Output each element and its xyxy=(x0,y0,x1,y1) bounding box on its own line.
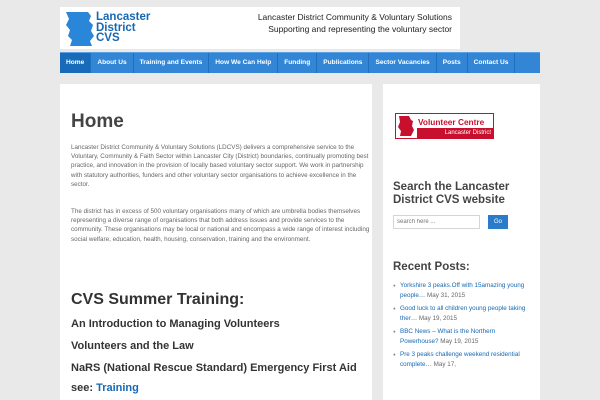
course-managing-volunteers: An Introduction to Managing Volunteers xyxy=(71,318,280,330)
training-link[interactable]: Training xyxy=(96,382,139,394)
search-input[interactable] xyxy=(393,215,480,229)
volunteer-subtitle: Lancaster District xyxy=(417,128,493,138)
logo-line3: CVS xyxy=(96,32,120,44)
logo-line2: District xyxy=(96,21,136,34)
recent-post-item xyxy=(393,327,533,346)
nav-item-contact-us[interactable]: Contact Us xyxy=(468,53,516,73)
logo-line1: Lancaster xyxy=(96,11,151,23)
nav-item-training-events[interactable]: Training and Events xyxy=(134,53,210,73)
page-title: Home xyxy=(71,111,124,132)
recent-post-link[interactable]: Pre 3 peaks challenge weekend residential complete… xyxy=(400,351,520,368)
search-go-button[interactable]: Go xyxy=(488,215,508,229)
recent-post-item xyxy=(393,304,533,323)
main-nav xyxy=(60,52,540,73)
course-volunteers-law: Volunteers and the Law xyxy=(71,340,194,352)
recent-posts-list xyxy=(393,281,533,373)
sidebar xyxy=(383,84,540,400)
intro-paragraph: Lancaster District Community & Voluntary Solutions (LDCVS) delivers a comprehensive service to the Voluntary, Community & Faith Sector within Lancaster City (District) boundaries, continually promoting best practice, and innovation in the provision of locally based voluntary sector support. We work in partnership with statutory authorities, funders and other voluntary sector organisations to achieve excellence in the sector. xyxy=(71,144,369,188)
course-first-aid: NaRS (National Rescue Standard) Emergency First Aid xyxy=(71,362,357,374)
nav-item-about-us[interactable]: About Us xyxy=(91,53,133,73)
nav-item-sector-vacancies[interactable]: Sector Vacancies xyxy=(369,53,436,73)
recent-post-date: May 31, 2015 xyxy=(425,291,466,299)
recent-post-link[interactable]: Good luck to all children young people taking ther… xyxy=(400,305,526,322)
see-label: see: xyxy=(71,382,97,394)
search-heading: Search the Lancaster District CVS website xyxy=(393,181,510,206)
recent-post-date: May 19, 2015 xyxy=(417,314,458,322)
volunteer-title: Volunteer Centre xyxy=(418,117,485,127)
main-content xyxy=(60,84,372,400)
site-header xyxy=(60,7,460,49)
recent-post-link[interactable]: BBC News – What is the Northern Powerhouse? xyxy=(400,328,496,345)
nav-item-how-we-can-help[interactable]: How We Can Help xyxy=(209,53,278,73)
nav-item-funding[interactable]: Funding xyxy=(278,53,317,73)
nav-item-posts[interactable]: Posts xyxy=(437,53,468,73)
logo-text[interactable] xyxy=(96,12,150,44)
see-training xyxy=(71,382,139,394)
nav-item-publications[interactable]: Publications xyxy=(317,53,369,73)
summer-training-heading: CVS Summer Training: xyxy=(71,291,245,308)
banner-tagline: Supporting and representing the voluntary sector xyxy=(268,24,452,34)
recent-post-date: May 17, xyxy=(431,360,457,368)
recent-post-date: May 19, 2015 xyxy=(438,337,479,345)
volunteer-centre-logo[interactable] xyxy=(395,113,494,139)
recent-post-item xyxy=(393,350,533,369)
recent-post-link[interactable]: Yorkshire 3 peaks.Off with 15amazing young people… xyxy=(400,282,525,299)
recent-post-item xyxy=(393,281,533,300)
recent-posts-heading: Recent Posts: xyxy=(393,261,470,273)
volunteer-map-icon xyxy=(397,115,415,137)
district-paragraph: The district has in excess of 500 voluntary organisations many of which are umbrella bodies themselves representing a diverse range of organisations that both address issues and provide services to the community. These organisations may be local or national and encompass a wide range of interest including social welfare, education, health, housing, conservation, training and the environment. xyxy=(71,208,370,243)
nav-item-home[interactable]: Home xyxy=(60,53,91,73)
banner-title: Lancaster District Community & Voluntary Solutions xyxy=(257,12,452,22)
